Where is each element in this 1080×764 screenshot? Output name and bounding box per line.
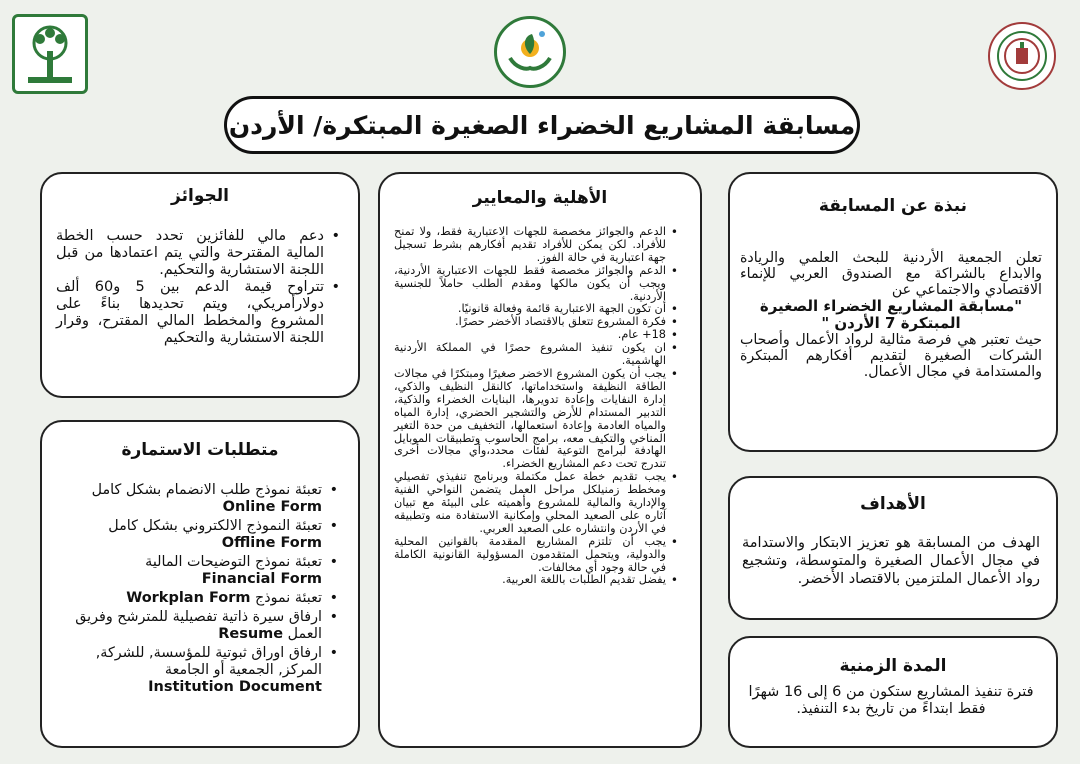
requirement-text: ارفاق سيرة ذاتية تفصيلية للمترشح وفريق العمل [75, 609, 322, 642]
requirements-heading: متطلبات الاستمارة [121, 440, 279, 460]
requirement-form-name: Resume [218, 626, 284, 642]
goals-heading: الأهداف [860, 494, 926, 514]
prizes-list [56, 228, 342, 347]
list-item: • فكرة المشروع تتعلق بالاقتصاد الأخضر حصرًا. [394, 316, 678, 329]
requirement-form-name: Online Form [222, 499, 322, 515]
list-item: • يجب تقديم خطة عمل مكتملة وبرنامج تنفيذي تفصيلي ومخطط زمنيلكل مراحل العمل يتضمن النواحي الفنية والإدارية والمالية للمشروع وأهميته على البيئة مع تبيان آثاره على الصعيد المحلي وإمكانية الاستفادة منه وتطبيقه في الأردن وانتشاره على الصعيد العربي. [394, 471, 678, 536]
requirement-form-name: Workplan Form [126, 590, 251, 606]
requirement-form-name: Financial Form [201, 571, 322, 587]
list-item: • تتراوح قيمة الدعم بين 5 و60 ألف دولارأمريكي، ويتم تحديدها بناءً على المشروع والمخطط المالي المقترح، وقرار اللجنة الاستشارية والتحكيم [56, 279, 342, 347]
hands-leaf-logo [494, 16, 566, 88]
eligibility-list [394, 226, 678, 587]
goals-text: الهدف من المسابقة هو تعزيز الابتكار والاستدامة في مجال الأعمال الصغيرة والمتوسطة، وتشجيع رواد الأعمال الملتزمين بالاقتصاد الأخضر. [742, 535, 1040, 587]
requirement-text: ارفاق اوراق ثبوتية للمؤسسة, للشركة, المركز, الجمعية أو الجامعة [95, 645, 322, 678]
list-item: • ان يكون تنفيذ المشروع حصرًا في المملكة الأردنية الهاشمية. [394, 342, 678, 368]
list-item: • يجب أن تلتزم المشاريع المقدمة بالقوانين المحلية والدولية، ويتحمل المتقدمون المسؤولية القانونية الكاملة في حالة وجود أي مخالفات. [394, 536, 678, 575]
about-heading: نبذة عن المسابقة [818, 196, 968, 216]
about-text-intro: تعلن الجمعية الأردنية للبحث العلمي والريادة والابداع بالشراكة مع الصندوق العربي للإنماء الاقتصادي والاجتماعي عن [740, 250, 1042, 298]
eligibility-card [378, 172, 702, 748]
list-item: • أن تكون الجهة الاعتبارية قائمة وفعالة قانونيًا. [394, 303, 678, 316]
eligibility-heading: الأهلية والمعايير [472, 188, 608, 208]
list-item: • الدعم والجوائز مخصصة فقط للجهات الاعتبارية الأردنية، ويجب أن يكون مالكها ومقدم الطلب حاملاً للجنسية الأردنية. [394, 265, 678, 304]
list-item: • دعم مالي للفائزين تحدد حسب الخطة المالية المقترحة والتي يتم اعتمادها من قبل اللجنة الاستشارية والتحكيم. [56, 228, 342, 279]
requirement-text: تعبئة نموذج [255, 590, 322, 606]
prizes-heading: الجوائز [171, 186, 229, 206]
list-item [56, 554, 340, 588]
about-text-outro: حيث تعتبر هي فرصة مثالية لرواد الأعمال وأصحاب الشركات الصغيرة لتقديم أفكارهم المبتكرة والمستدامة في مجال الأعمال. [740, 332, 1042, 380]
requirement-text: تعبئة النموذج الالكتروني بشكل كامل [108, 518, 322, 534]
requirement-text: تعبئة نموذج التوضيحات المالية [145, 554, 322, 570]
page-title: مسابقة المشاريع الخضراء الصغيرة المبتكرة/ الأردن [228, 110, 856, 140]
about-card [728, 172, 1058, 452]
list-item [56, 518, 340, 552]
requirements-card [40, 420, 360, 748]
prizes-card [40, 172, 360, 398]
list-item: • الدعم والجوائز مخصصة للجهات الاعتبارية فقط، ولا تمنح للأفراد. لكن يمكن للأفراد تقديم أفكارهم بشرط تسجيل جهة اعتبارية في حالة الفوز. [394, 226, 678, 265]
period-heading: المدة الزمنية [839, 656, 947, 676]
title-banner [224, 96, 860, 154]
list-item [56, 482, 340, 516]
requirement-text: تعبئة نموذج طلب الانضمام بشكل كامل [91, 482, 322, 498]
society-seal-logo [988, 22, 1056, 90]
list-item: • يفضل تقديم الطلبات باللغة العربية. [394, 574, 678, 587]
period-card [728, 636, 1058, 748]
requirements-list [56, 482, 340, 696]
about-highlight: "مسابقة المشاريع الخضراء الصغيرة المبتكرة 7 الأردن " [759, 297, 1023, 332]
list-item [56, 590, 340, 607]
goals-card [728, 476, 1058, 620]
list-item: • يجب أن يكون المشروع الاخضر صغيرًا ومبتكرًا في مجالات الطاقة النظيفة واستخداماتها، كالنقل النظيف والذكي، إدارة النفايات وإعادة تدويرها، البنايات الخضراء والذكية، التدبير المستدام للأرض والتشجير الحضري، إدارة المياه والمياه العادمة وإعادة استعمالها، التخفيف من حدة التغير المناخي والتكيف معه، برامج الحاسوب وتطبيقات الموبايل الهادفة لبرامج التوعية لفئات محدد،وأي مجالات أخرى تندرج تحت دعم المشاريع الخضراء. [394, 368, 678, 471]
list-item [56, 609, 340, 643]
requirement-form-name: Institution Document [148, 679, 322, 695]
tree-emblem-logo [12, 14, 88, 94]
list-item [56, 645, 340, 696]
requirement-form-name: Offline Form [221, 535, 322, 551]
period-text: فترة تنفيذ المشاريع ستكون من 6 إلى 16 شهرًا فقط ابتداءً من تاريخ بدء التنفيذ. [748, 684, 1034, 717]
about-body [740, 250, 1042, 380]
list-item: • 18+ عام. [394, 329, 678, 342]
